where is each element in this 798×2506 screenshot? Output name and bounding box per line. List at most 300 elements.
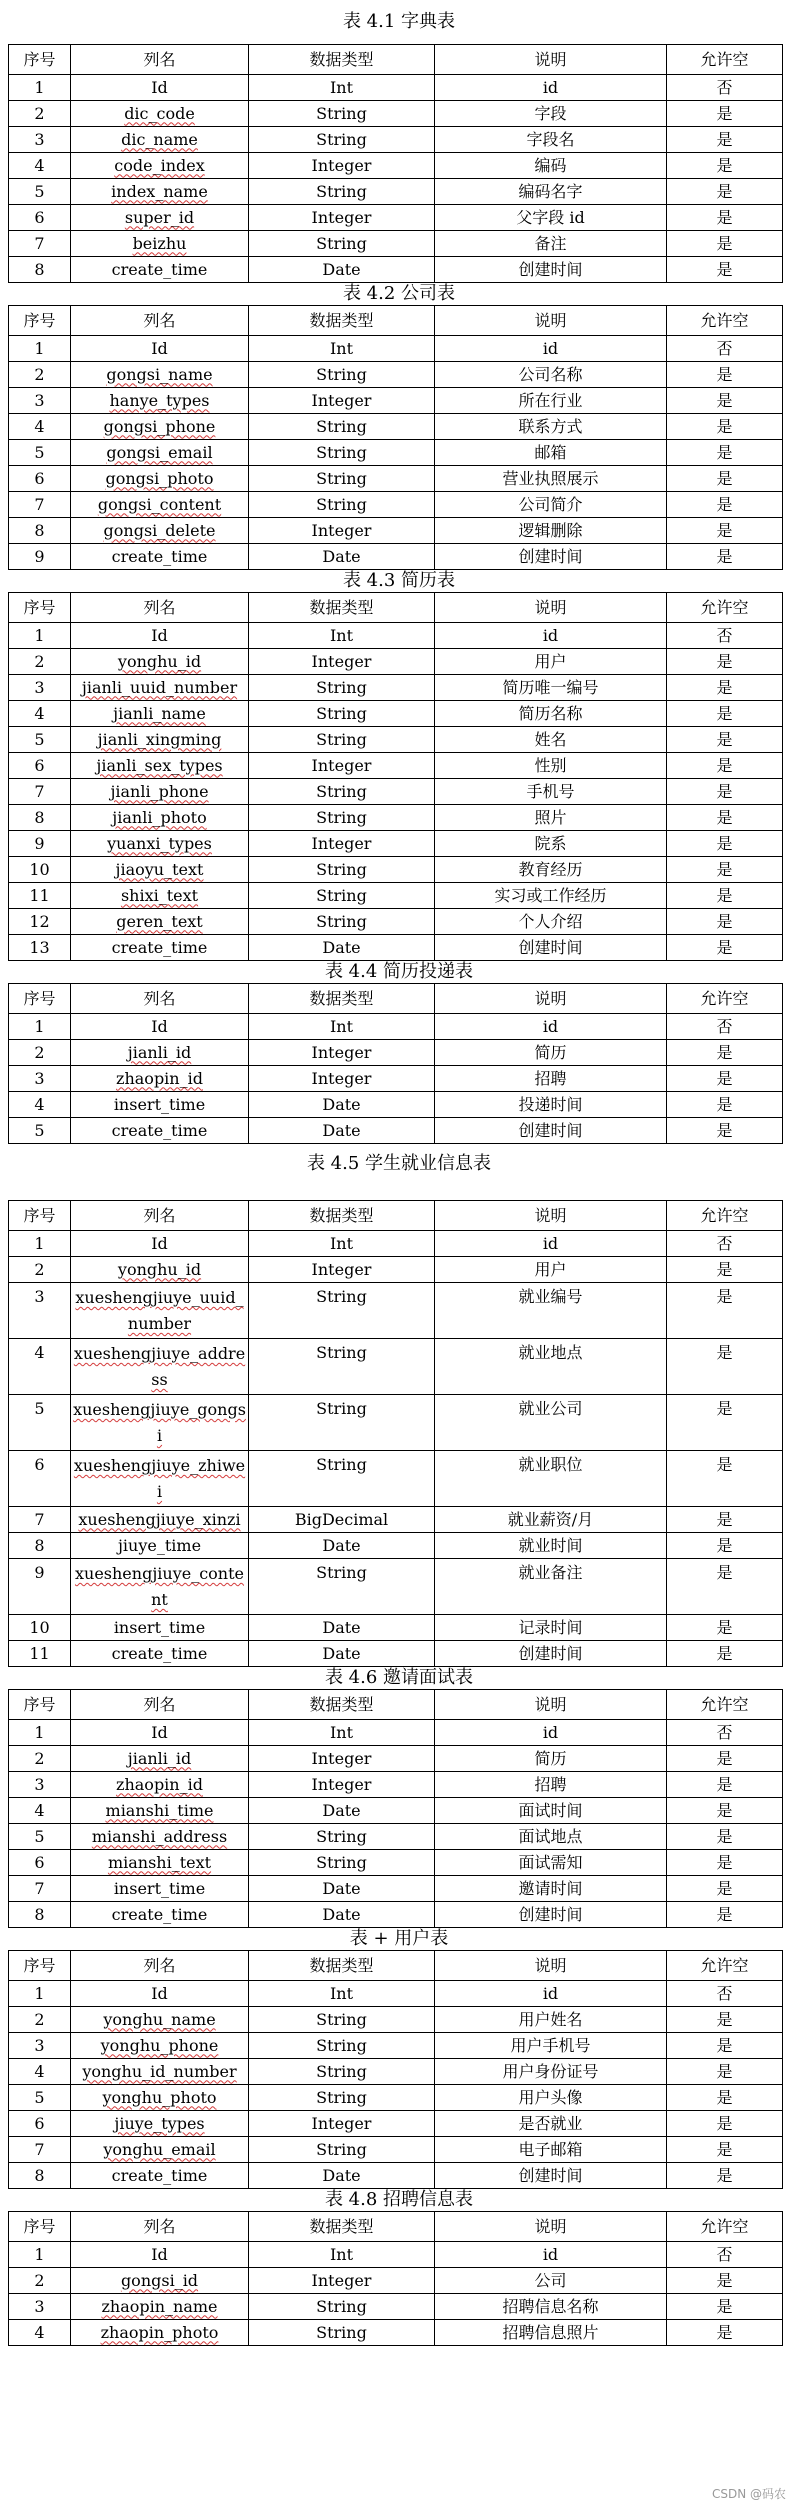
cell-column-name <box>71 857 249 883</box>
cell-column-name <box>71 205 249 231</box>
column-name-text: Id <box>151 1233 168 1253</box>
table-row <box>9 831 783 857</box>
cell-data-type: Date <box>249 1641 435 1667</box>
table-row <box>9 2320 783 2346</box>
cell-row-number: 2 <box>9 2007 71 2033</box>
cell-row-number: 4 <box>9 701 71 727</box>
table-row <box>9 1118 783 1144</box>
cell-description: 用户姓名 <box>435 2007 667 2033</box>
column-name-text: gongsi_id <box>120 2270 199 2290</box>
cell-nullable: 是 <box>667 909 783 935</box>
cell-data-type: Date <box>249 257 435 283</box>
cell-nullable: 是 <box>667 2033 783 2059</box>
column-name-text: jianli_photo <box>112 807 207 827</box>
cell-data-type: Int <box>249 336 435 362</box>
cell-data-type: String <box>249 2033 435 2059</box>
table-row <box>9 2163 783 2189</box>
cell-data-type: Int <box>249 1014 435 1040</box>
header-row-number: 序号 <box>9 2212 71 2242</box>
table-row <box>9 1339 783 1395</box>
cell-nullable: 是 <box>667 2320 783 2346</box>
cell-description: id <box>435 1981 667 2007</box>
column-name-text: create_time <box>111 259 208 279</box>
column-name-text: hanye_types <box>109 390 210 410</box>
cell-nullable: 是 <box>667 2085 783 2111</box>
header-data-type: 数据类型 <box>249 1690 435 1720</box>
cell-row-number: 5 <box>9 1395 71 1451</box>
cell-row-number: 3 <box>9 127 71 153</box>
cell-nullable: 是 <box>667 649 783 675</box>
column-name-text: create_time <box>111 1643 208 1663</box>
cell-data-type: String <box>249 2320 435 2346</box>
cell-row-number: 5 <box>9 440 71 466</box>
cell-data-type: String <box>249 179 435 205</box>
table-interview-invite <box>8 1689 783 1928</box>
header-data-type: 数据类型 <box>249 45 435 75</box>
cell-data-type: String <box>249 883 435 909</box>
column-name-text: gongsi_email <box>106 442 213 462</box>
cell-nullable: 是 <box>667 1451 783 1507</box>
cell-data-type: Int <box>249 1981 435 2007</box>
cell-column-name <box>71 909 249 935</box>
cell-row-number: 1 <box>9 2242 71 2268</box>
cell-nullable: 是 <box>667 388 783 414</box>
cell-nullable: 是 <box>667 753 783 779</box>
cell-row-number: 11 <box>9 883 71 909</box>
cell-column-name <box>71 1824 249 1850</box>
table-row <box>9 623 783 649</box>
cell-nullable: 是 <box>667 414 783 440</box>
cell-column-name <box>71 2059 249 2085</box>
cell-nullable: 是 <box>667 231 783 257</box>
cell-description: 公司简介 <box>435 492 667 518</box>
column-name-text: mianshi_time <box>105 1800 214 1820</box>
cell-nullable: 是 <box>667 2137 783 2163</box>
cell-row-number: 6 <box>9 1451 71 1507</box>
cell-data-type: String <box>249 1339 435 1395</box>
cell-data-type: Integer <box>249 1746 435 1772</box>
cell-row-number: 3 <box>9 675 71 701</box>
cell-row-number: 10 <box>9 1615 71 1641</box>
header-row <box>9 1201 783 1231</box>
cell-row-number: 1 <box>9 1981 71 2007</box>
cell-row-number: 5 <box>9 1824 71 1850</box>
cell-description: id <box>435 336 667 362</box>
cell-nullable: 是 <box>667 518 783 544</box>
cell-nullable: 是 <box>667 257 783 283</box>
table-row <box>9 753 783 779</box>
cell-column-name <box>71 1231 249 1257</box>
cell-description: 就业薪资/月 <box>435 1507 667 1533</box>
cell-nullable: 是 <box>667 544 783 570</box>
table-user <box>8 1950 783 2189</box>
header-row <box>9 306 783 336</box>
column-name-text: super_id <box>124 207 195 227</box>
table-row <box>9 127 783 153</box>
cell-row-number: 4 <box>9 2059 71 2085</box>
cell-column-name <box>71 1533 249 1559</box>
cell-row-number: 5 <box>9 179 71 205</box>
column-name-text: Id <box>151 338 168 358</box>
cell-nullable: 是 <box>667 1559 783 1615</box>
cell-row-number: 3 <box>9 1066 71 1092</box>
cell-data-type: String <box>249 2085 435 2111</box>
cell-description: id <box>435 1720 667 1746</box>
table-caption: 表 4.2 公司表 <box>342 283 456 304</box>
header-nullable: 允许空 <box>667 306 783 336</box>
cell-row-number: 7 <box>9 1876 71 1902</box>
header-row <box>9 593 783 623</box>
header-row <box>9 2212 783 2242</box>
header-description: 说明 <box>435 45 667 75</box>
cell-description: 创建时间 <box>435 257 667 283</box>
table-row <box>9 805 783 831</box>
cell-column-name <box>71 2163 249 2189</box>
table-resume <box>8 592 783 961</box>
header-description: 说明 <box>435 1690 667 1720</box>
cell-description: 联系方式 <box>435 414 667 440</box>
cell-column-name <box>71 883 249 909</box>
header-description: 说明 <box>435 1201 667 1231</box>
cell-description: 逻辑删除 <box>435 518 667 544</box>
cell-row-number: 2 <box>9 1746 71 1772</box>
column-name-text: jianli_phone <box>110 781 209 801</box>
cell-description: id <box>435 2242 667 2268</box>
column-name-text: zhaopin_name <box>101 2296 218 2316</box>
header-data-type: 数据类型 <box>249 1951 435 1981</box>
header-row-number: 序号 <box>9 593 71 623</box>
column-name-text: insert_time <box>113 1617 206 1637</box>
cell-data-type: String <box>249 1559 435 1615</box>
cell-description: 父字段 id <box>435 205 667 231</box>
cell-nullable: 是 <box>667 440 783 466</box>
cell-nullable: 是 <box>667 2268 783 2294</box>
cell-data-type: Integer <box>249 153 435 179</box>
cell-row-number: 1 <box>9 336 71 362</box>
cell-data-type: Int <box>249 1720 435 1746</box>
table-caption: 表 + 用户表 <box>349 1928 449 1949</box>
cell-description: 简历 <box>435 1040 667 1066</box>
header-row-number: 序号 <box>9 1201 71 1231</box>
cell-nullable: 否 <box>667 336 783 362</box>
column-name-text: yonghu_email <box>103 2139 216 2159</box>
cell-nullable: 是 <box>667 1283 783 1339</box>
column-name-text: xueshengjiuye_gongsi <box>73 1400 246 1445</box>
cell-data-type: String <box>249 1850 435 1876</box>
cell-column-name <box>71 779 249 805</box>
cell-description: 用户头像 <box>435 2085 667 2111</box>
cell-data-type: Integer <box>249 388 435 414</box>
header-nullable: 允许空 <box>667 984 783 1014</box>
cell-column-name <box>71 1746 249 1772</box>
column-name-text: jianli_sex_types <box>96 755 223 775</box>
cell-row-number: 1 <box>9 75 71 101</box>
cell-nullable: 是 <box>667 153 783 179</box>
cell-data-type: Date <box>249 1533 435 1559</box>
cell-description: 创建时间 <box>435 2163 667 2189</box>
cell-description: 就业职位 <box>435 1451 667 1507</box>
cell-row-number: 2 <box>9 1257 71 1283</box>
header-row <box>9 45 783 75</box>
cell-row-number: 9 <box>9 1559 71 1615</box>
cell-column-name <box>71 1507 249 1533</box>
cell-column-name <box>71 831 249 857</box>
cell-row-number: 10 <box>9 857 71 883</box>
cell-data-type: Integer <box>249 649 435 675</box>
table-resume-delivery <box>8 983 783 1144</box>
header-nullable: 允许空 <box>667 1201 783 1231</box>
cell-column-name <box>71 1850 249 1876</box>
cell-data-type: Integer <box>249 2268 435 2294</box>
cell-nullable: 是 <box>667 2111 783 2137</box>
column-name-text: create_time <box>111 1904 208 1924</box>
cell-nullable: 是 <box>667 1257 783 1283</box>
cell-description: 面试需知 <box>435 1850 667 1876</box>
cell-row-number: 3 <box>9 2294 71 2320</box>
cell-data-type: Integer <box>249 1772 435 1798</box>
cell-nullable: 是 <box>667 2059 783 2085</box>
cell-row-number: 7 <box>9 492 71 518</box>
table-row <box>9 1507 783 1533</box>
header-nullable: 允许空 <box>667 593 783 623</box>
table-row <box>9 2268 783 2294</box>
column-name-text: yonghu_phone <box>100 2035 219 2055</box>
cell-row-number: 6 <box>9 2111 71 2137</box>
cell-data-type: String <box>249 727 435 753</box>
cell-column-name <box>71 1283 249 1339</box>
cell-data-type: Date <box>249 1876 435 1902</box>
cell-data-type: String <box>249 2137 435 2163</box>
cell-description: 招聘信息名称 <box>435 2294 667 2320</box>
cell-data-type: String <box>249 1451 435 1507</box>
cell-description: 实习或工作经历 <box>435 883 667 909</box>
table-row <box>9 857 783 883</box>
cell-description: id <box>435 1014 667 1040</box>
column-name-text: yonghu_photo <box>102 2087 217 2107</box>
cell-data-type: Integer <box>249 831 435 857</box>
column-name-text: gongsi_delete <box>103 520 216 540</box>
cell-row-number: 4 <box>9 414 71 440</box>
cell-nullable: 是 <box>667 492 783 518</box>
cell-row-number: 3 <box>9 2033 71 2059</box>
cell-description: 简历 <box>435 1746 667 1772</box>
cell-data-type: String <box>249 1824 435 1850</box>
cell-nullable: 是 <box>667 1118 783 1144</box>
header-description: 说明 <box>435 2212 667 2242</box>
header-column-name: 列名 <box>71 593 249 623</box>
cell-data-type: Int <box>249 75 435 101</box>
column-name-text: yonghu_name <box>103 2009 216 2029</box>
cell-column-name <box>71 127 249 153</box>
cell-nullable: 是 <box>667 1824 783 1850</box>
cell-row-number: 7 <box>9 231 71 257</box>
column-name-text: xueshengjiuye_address <box>73 1344 246 1389</box>
cell-row-number: 4 <box>9 1092 71 1118</box>
cell-row-number: 3 <box>9 1772 71 1798</box>
cell-data-type: String <box>249 127 435 153</box>
header-column-name: 列名 <box>71 984 249 1014</box>
table-row <box>9 466 783 492</box>
cell-description: 面试地点 <box>435 1824 667 1850</box>
header-description: 说明 <box>435 306 667 336</box>
header-column-name: 列名 <box>71 306 249 336</box>
cell-data-type: String <box>249 909 435 935</box>
column-name-text: index_name <box>111 181 208 201</box>
header-column-name: 列名 <box>71 45 249 75</box>
cell-row-number: 7 <box>9 1507 71 1533</box>
table-row <box>9 1231 783 1257</box>
column-name-text: create_time <box>111 937 208 957</box>
cell-nullable: 是 <box>667 2163 783 2189</box>
table-row <box>9 935 783 961</box>
table-row <box>9 1040 783 1066</box>
table-row <box>9 1092 783 1118</box>
cell-nullable: 是 <box>667 1339 783 1395</box>
cell-column-name <box>71 1257 249 1283</box>
cell-description: 公司 <box>435 2268 667 2294</box>
table-row <box>9 883 783 909</box>
cell-data-type: String <box>249 805 435 831</box>
cell-column-name <box>71 1066 249 1092</box>
cell-description: 用户身份证号 <box>435 2059 667 2085</box>
cell-description: 面试时间 <box>435 1798 667 1824</box>
cell-nullable: 是 <box>667 1902 783 1928</box>
cell-nullable: 是 <box>667 1092 783 1118</box>
cell-data-type: String <box>249 2059 435 2085</box>
cell-data-type: Int <box>249 2242 435 2268</box>
cell-nullable: 是 <box>667 101 783 127</box>
cell-description: 照片 <box>435 805 667 831</box>
cell-nullable: 是 <box>667 362 783 388</box>
table-row <box>9 1641 783 1667</box>
cell-description: 公司名称 <box>435 362 667 388</box>
cell-column-name <box>71 805 249 831</box>
cell-column-name <box>71 2242 249 2268</box>
header-nullable: 允许空 <box>667 1690 783 1720</box>
cell-description: 性别 <box>435 753 667 779</box>
cell-description: 电子邮箱 <box>435 2137 667 2163</box>
column-name-text: Id <box>151 2244 168 2264</box>
cell-data-type: String <box>249 1395 435 1451</box>
cell-column-name <box>71 414 249 440</box>
cell-nullable: 是 <box>667 1641 783 1667</box>
cell-description: 字段 <box>435 101 667 127</box>
table-caption: 表 4.4 简历投递表 <box>324 961 474 982</box>
cell-nullable: 是 <box>667 205 783 231</box>
cell-column-name <box>71 1040 249 1066</box>
cell-nullable: 是 <box>667 883 783 909</box>
cell-description: 用户手机号 <box>435 2033 667 2059</box>
cell-description: 创建时间 <box>435 544 667 570</box>
cell-column-name <box>71 1559 249 1615</box>
cell-column-name <box>71 1798 249 1824</box>
table-row <box>9 2111 783 2137</box>
cell-row-number: 2 <box>9 1040 71 1066</box>
cell-data-type: Date <box>249 1902 435 1928</box>
table-row <box>9 1720 783 1746</box>
cell-data-type: String <box>249 231 435 257</box>
cell-column-name <box>71 2033 249 2059</box>
cell-column-name <box>71 1902 249 1928</box>
cell-nullable: 是 <box>667 675 783 701</box>
cell-data-type: String <box>249 414 435 440</box>
table-row <box>9 1066 783 1092</box>
watermark-footer: CSDN @码农 <box>711 2487 786 2501</box>
column-name-text: xueshengjiuye_xinzi <box>78 1509 241 1529</box>
cell-data-type: Integer <box>249 518 435 544</box>
cell-column-name <box>71 1339 249 1395</box>
cell-description: 招聘 <box>435 1772 667 1798</box>
cell-row-number: 8 <box>9 1902 71 1928</box>
header-description: 说明 <box>435 1951 667 1981</box>
table-row <box>9 779 783 805</box>
table-row <box>9 388 783 414</box>
column-name-text: shixi_text <box>120 885 199 905</box>
header-data-type: 数据类型 <box>249 984 435 1014</box>
cell-column-name <box>71 1981 249 2007</box>
cell-data-type: Integer <box>249 1257 435 1283</box>
column-name-text: Id <box>151 77 168 97</box>
table-row <box>9 1533 783 1559</box>
cell-data-type: String <box>249 2294 435 2320</box>
cell-nullable: 否 <box>667 1981 783 2007</box>
cell-column-name <box>71 518 249 544</box>
cell-nullable: 否 <box>667 75 783 101</box>
cell-data-type: Integer <box>249 1040 435 1066</box>
cell-column-name <box>71 544 249 570</box>
cell-column-name <box>71 1118 249 1144</box>
cell-column-name <box>71 1876 249 1902</box>
cell-description: 创建时间 <box>435 1641 667 1667</box>
cell-data-type: Date <box>249 1798 435 1824</box>
cell-nullable: 是 <box>667 727 783 753</box>
column-name-text: yonghu_id <box>117 651 202 671</box>
cell-row-number: 1 <box>9 1014 71 1040</box>
table-row <box>9 101 783 127</box>
cell-row-number: 8 <box>9 805 71 831</box>
cell-column-name <box>71 649 249 675</box>
column-name-text: mianshi_text <box>107 1852 212 1872</box>
cell-data-type: String <box>249 362 435 388</box>
cell-column-name <box>71 2320 249 2346</box>
column-name-text: dic_code <box>124 103 195 123</box>
cell-row-number: 1 <box>9 1720 71 1746</box>
cell-data-type: Date <box>249 1615 435 1641</box>
cell-row-number: 8 <box>9 257 71 283</box>
column-name-text: jiuye_types <box>114 2113 205 2133</box>
column-name-text: gongsi_name <box>106 364 213 384</box>
cell-description: id <box>435 623 667 649</box>
cell-row-number: 4 <box>9 153 71 179</box>
cell-data-type: Date <box>249 1092 435 1118</box>
cell-row-number: 2 <box>9 649 71 675</box>
cell-description: 就业编号 <box>435 1283 667 1339</box>
cell-row-number: 9 <box>9 544 71 570</box>
header-description: 说明 <box>435 593 667 623</box>
column-name-text: create_time <box>111 1120 208 1140</box>
column-name-text: jianli_xingming <box>97 729 222 749</box>
table-row <box>9 257 783 283</box>
table-row <box>9 909 783 935</box>
column-name-text: geren_text <box>116 911 203 931</box>
cell-description: 姓名 <box>435 727 667 753</box>
cell-row-number: 9 <box>9 831 71 857</box>
cell-row-number: 2 <box>9 362 71 388</box>
column-name-text: create_time <box>111 2165 208 2185</box>
cell-column-name <box>71 1451 249 1507</box>
column-name-text: mianshi_address <box>91 1826 228 1846</box>
column-name-text: zhaopin_id <box>116 1068 203 1088</box>
